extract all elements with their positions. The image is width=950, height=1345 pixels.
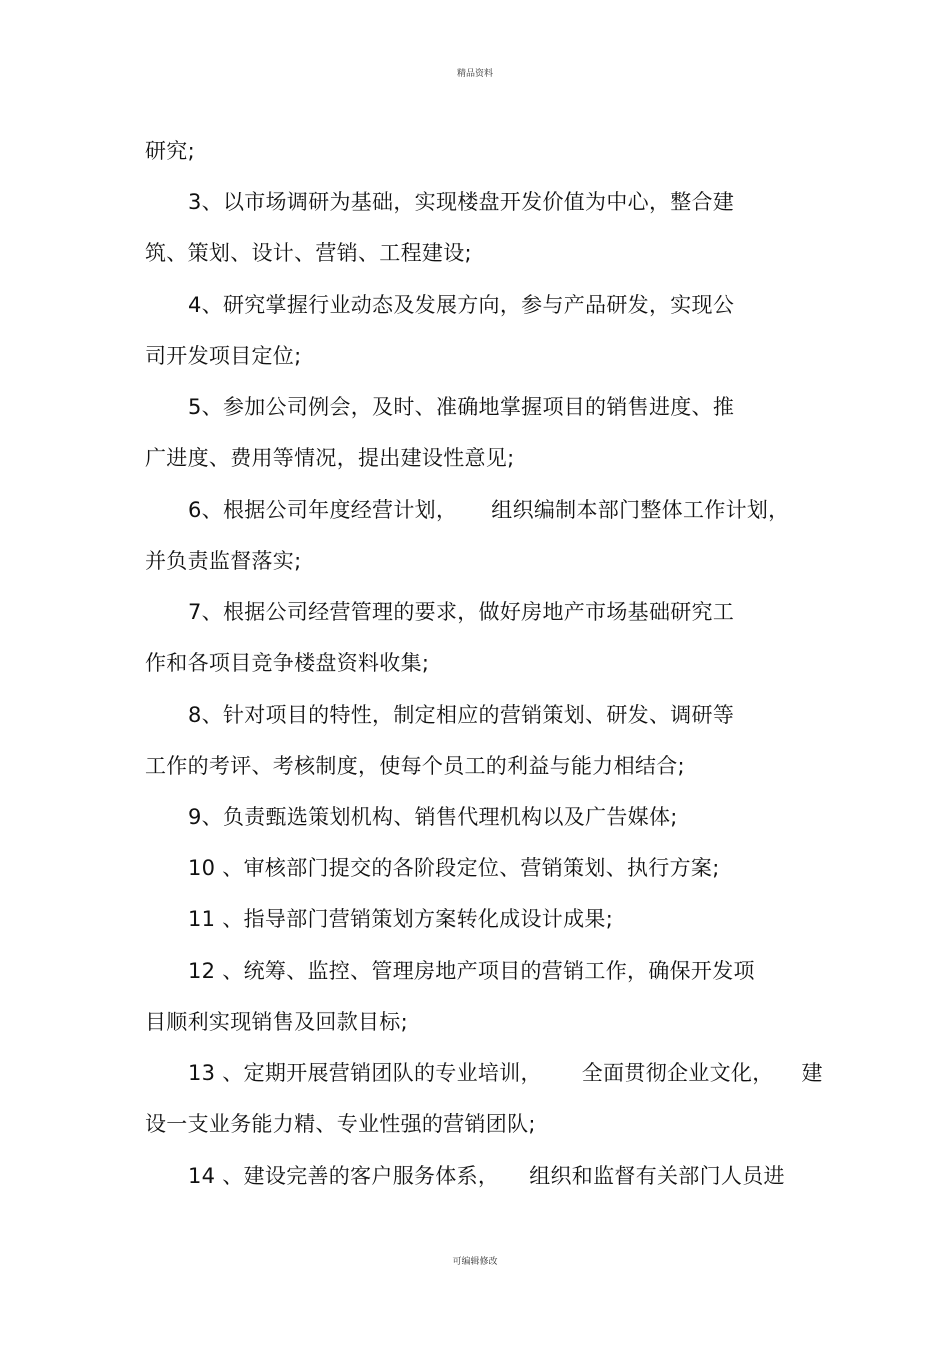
paragraph-line	[188, 957, 755, 985]
paragraph-line	[188, 701, 734, 729]
line-text: 5、参加公司例会，及时、准确地掌握项目的销售进度、推	[188, 395, 735, 419]
line-text: 全面贯彻企业文化，	[581, 1061, 774, 1085]
paragraph-line	[188, 496, 789, 524]
line-text: 作和各项目竞争楼盘资料收集;	[145, 651, 430, 675]
line-text: 并负责监督落实;	[145, 549, 302, 573]
paragraph-line	[188, 188, 734, 216]
line-text: 组织编制本部门整体工作计划，	[491, 498, 790, 522]
paragraph-line	[145, 752, 685, 780]
paragraph-line	[145, 444, 514, 472]
line-text: 组织和监督有关部门人员进	[529, 1164, 785, 1188]
line-text: 广进度、费用等情况，提出建设性意见;	[145, 446, 515, 470]
line-text: 目顺利实现销售及回款目标;	[145, 1010, 408, 1034]
line-text: 研究;	[145, 139, 195, 163]
line-text: 工作的考评、考核制度，使每个员工的利益与能力相结合;	[145, 754, 685, 778]
paragraph-line	[145, 1008, 408, 1036]
line-text: 3、以市场调研为基础，实现楼盘开发价值为中心，整合建	[188, 190, 735, 214]
line-text: 6、根据公司年度经营计划，	[188, 498, 458, 522]
paragraph-line	[188, 1162, 785, 1190]
paragraph-line	[188, 803, 678, 831]
line-text: 11 、指导部门营销策划方案转化成设计成果;	[188, 907, 614, 931]
paragraph-line	[188, 854, 720, 882]
paragraph-line	[188, 393, 734, 421]
page-footer: 可编辑修改	[452, 1257, 498, 1267]
paragraph-line	[145, 547, 301, 575]
line-text: 设一支业务能力精、专业性强的营销团队;	[145, 1112, 536, 1136]
paragraph-line	[188, 1059, 823, 1087]
line-text: 14 、建设完善的客户服务体系，	[188, 1164, 500, 1188]
line-text: 建	[801, 1061, 823, 1085]
line-text: 4、研究掌握行业动态及发展方向，参与产品研发，实现公	[188, 293, 735, 317]
paragraph-line	[145, 649, 429, 677]
paragraph-line	[188, 905, 613, 933]
line-text: 12 、统筹、监控、管理房地产项目的营销工作，确保开发项	[188, 959, 755, 983]
paragraph-line	[188, 598, 734, 626]
line-text: 13 、定期开展营销团队的专业培训，	[188, 1061, 542, 1085]
paragraph-line	[145, 239, 472, 267]
line-text: 7、根据公司经营管理的要求，做好房地产市场基础研究工	[188, 600, 735, 624]
paragraph-line	[145, 1110, 536, 1138]
line-text: 9、负责甄选策划机构、销售代理机构以及广告媒体;	[188, 805, 678, 829]
page-header: 精品资料	[456, 69, 493, 79]
paragraph-line	[188, 291, 734, 319]
paragraph-line	[145, 342, 301, 370]
paragraph-line	[145, 137, 195, 165]
line-text: 10 、审核部门提交的各阶段定位、营销策划、执行方案;	[188, 856, 720, 880]
line-text: 8、针对项目的特性，制定相应的营销策划、研发、调研等	[188, 703, 735, 727]
line-text: 筑、策划、设计、营销、工程建设;	[145, 241, 472, 265]
line-text: 司开发项目定位;	[145, 344, 302, 368]
